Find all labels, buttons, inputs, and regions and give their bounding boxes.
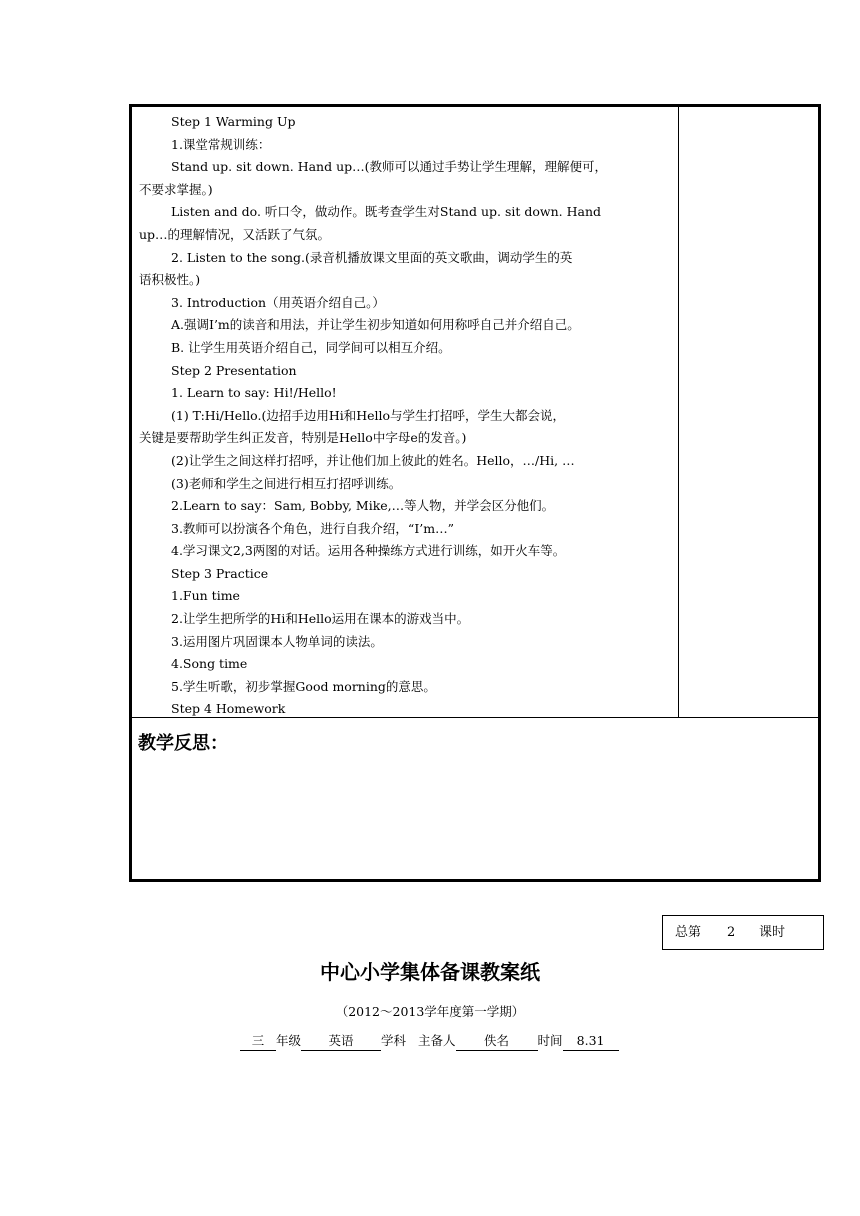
reflection-label: 教学反思： — [138, 733, 228, 754]
info-line — [240, 1032, 619, 1051]
plan-line: 5.学生听歌，初步掌握Good morning的意思。 — [171, 678, 436, 694]
plan-line: Listen and do. 听口令，做动作。既考查学生对Stand up. sit down. Hand — [171, 204, 601, 220]
row-divider — [132, 717, 818, 718]
plan-line: 2. Listen to the song.(录音机播放课文里面的英文歌曲，调动学生的英 — [171, 249, 573, 265]
plan-line: A.强调I’m的读音和用法，并让学生初步知道如何用称呼自己并介绍自己。 — [171, 317, 580, 333]
plan-line: 3. Introduction（用英语介绍自己。） — [171, 294, 385, 310]
plan-line: B. 让学生用英语介绍自己，同学间可以相互介绍。 — [171, 339, 451, 355]
grade-value: 三 — [240, 1032, 276, 1051]
plan-line: 不要求掌握。) — [139, 181, 213, 197]
lesson-count-prefix: 总第 — [675, 925, 702, 940]
preparer-value: 佚名 — [456, 1032, 538, 1051]
plan-line: Step 4 Homework — [171, 701, 286, 717]
plan-line: 3.运用图片巩固课本人物单词的读法。 — [171, 633, 383, 649]
plan-line: up…的理解情况，又活跃了气氛。 — [139, 226, 331, 242]
time-value: 8.31 — [563, 1032, 619, 1051]
lesson-count-suffix: 课时 — [759, 925, 786, 940]
plan-line: Step 1 Warming Up — [171, 114, 296, 129]
column-divider — [678, 107, 679, 717]
plan-line: 2.让学生把所学的Hi和Hello运用在课本的游戏当中。 — [171, 611, 470, 627]
time-label: 时间 — [537, 1033, 563, 1048]
plan-line: 2.Learn to say：Sam, Bobby, Mike,…等人物，并学会区分他们。 — [171, 498, 555, 514]
subject-value: 英语 — [301, 1032, 381, 1051]
plan-line: (2)让学生之间这样打招呼，并让他们加上彼此的姓名。Hello，…/Hi, … — [171, 452, 575, 468]
plan-line: 4.Song time — [171, 656, 248, 672]
plan-line: 1. Learn to say: Hi!/Hello! — [171, 385, 337, 401]
plan-line: Step 2 Presentation — [171, 362, 297, 378]
plan-line: 4.学习课文2,3两图的对话。运用各种操练方式进行训练，如开火车等。 — [171, 543, 566, 559]
plan-line: Step 3 Practice — [171, 565, 269, 581]
grade-label: 年级 — [276, 1033, 302, 1048]
lesson-count-number: 2 — [727, 925, 736, 940]
page-title: 中心小学集体备课教案纸 — [320, 960, 540, 984]
plan-line: (3)老师和学生之间进行相互打招呼训练。 — [171, 475, 402, 491]
page-subtitle: （2012～2013学年度第一学期） — [335, 1004, 525, 1019]
plan-content — [139, 111, 675, 721]
plan-line: 1.Fun time — [171, 588, 240, 604]
plan-line: 1.课堂常规训练： — [171, 136, 271, 152]
plan-line: Stand up. sit down. Hand up…(教师可以通过手势让学生理解，理解便可， — [171, 159, 608, 175]
plan-line: 关键是要帮助学生纠正发音，特别是Hello中字母e的发音。) — [139, 430, 467, 446]
plan-line: (1) T:Hi/Hello.(边招手边用Hi和Hello与学生打招呼，学生大都会说， — [171, 407, 566, 423]
plan-line: 3.教师可以扮演各个角色，进行自我介绍，“I’m…” — [171, 520, 454, 536]
preparer-label: 主备人 — [418, 1033, 456, 1048]
lesson-plan-table — [129, 104, 821, 882]
plan-line: 语积极性。) — [139, 272, 201, 288]
lesson-count-box — [662, 915, 824, 950]
subject-label: 学科 — [381, 1033, 407, 1048]
